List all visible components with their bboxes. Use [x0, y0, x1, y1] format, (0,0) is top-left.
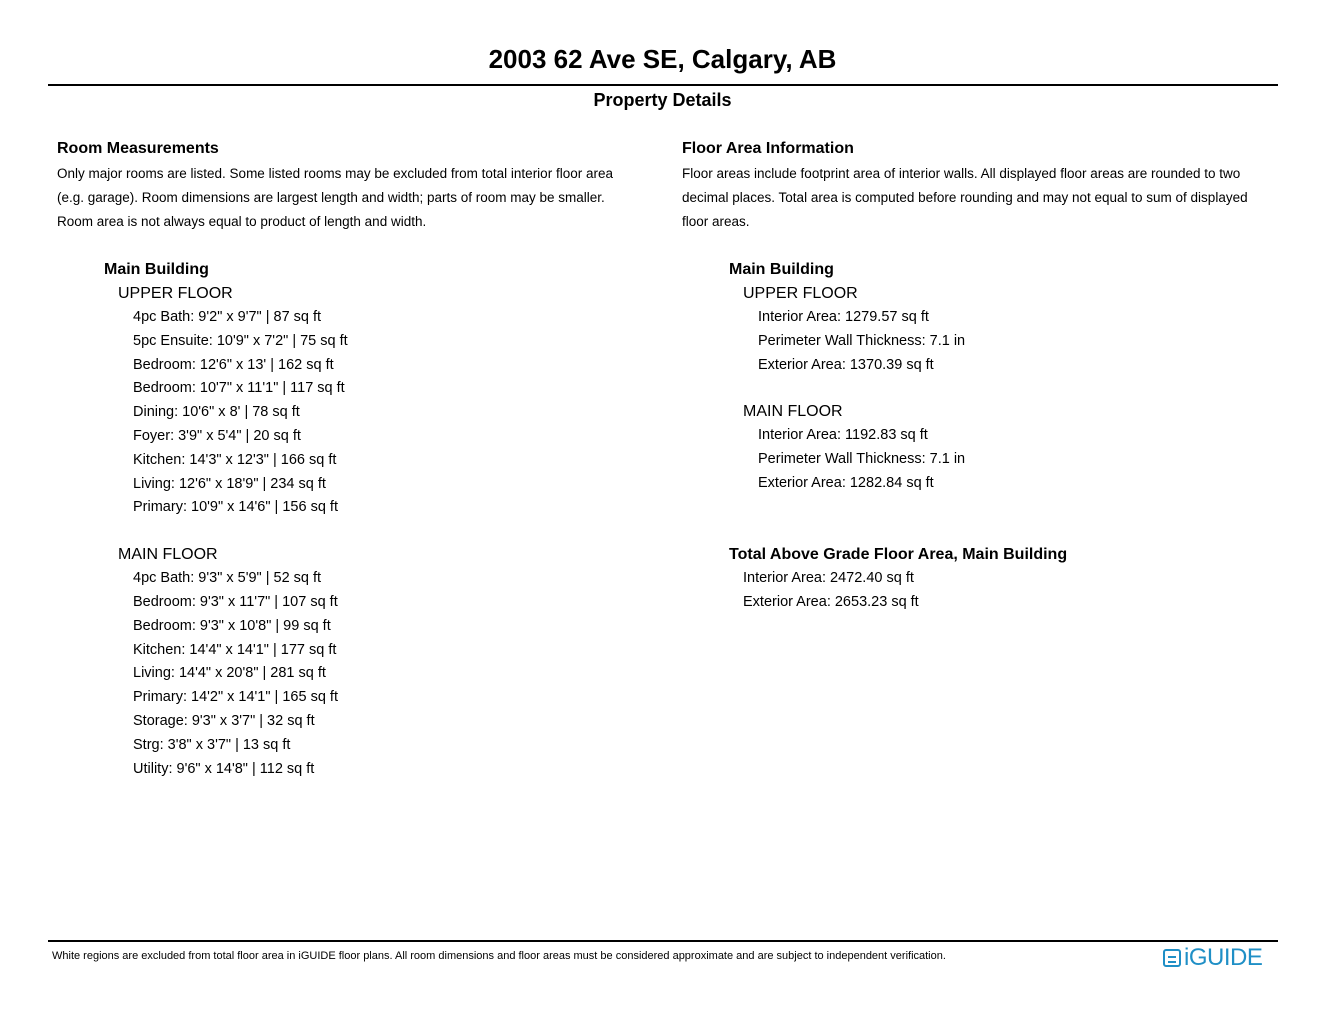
- room-item: Foyer: 3'9" x 5'4" | 20 sq ft: [133, 427, 301, 444]
- area-item: Exterior Area: 1282.84 sq ft: [758, 474, 934, 491]
- room-measurements-section: [57, 138, 657, 781]
- floor-heading-main: MAIN FLOOR: [118, 546, 218, 564]
- description-line: (e.g. garage). Room dimensions are largest length and width; parts of room may be smaller.: [57, 190, 605, 205]
- room-item: Storage: 9'3" x 3'7" | 32 sq ft: [133, 712, 315, 729]
- floor-heading-main: MAIN FLOOR: [743, 403, 843, 421]
- room-item: Bedroom: 9'3" x 10'8" | 99 sq ft: [133, 617, 331, 634]
- iguide-logo: [1163, 944, 1262, 972]
- header-divider: [48, 84, 1278, 86]
- room-item: Dining: 10'6" x 8' | 78 sq ft: [133, 404, 300, 421]
- iguide-logo-text: iGUIDE: [1184, 944, 1263, 971]
- area-item: Perimeter Wall Thickness: 7.1 in: [758, 332, 966, 349]
- floor-area-section: [682, 138, 1292, 614]
- building-heading: Main Building: [729, 261, 834, 278]
- description-line: Floor areas include footprint area of interior walls. All displayed floor areas are rounded to two: [682, 166, 1241, 181]
- area-item: Interior Area: 1192.83 sq ft: [758, 427, 928, 444]
- room-item: Strg: 3'8" x 3'7" | 13 sq ft: [133, 736, 291, 753]
- room-item: Utility: 9'6" x 14'8" | 112 sq ft: [133, 760, 315, 777]
- description-line: decimal places. Total area is computed before rounding and may not equal to sum of displayed: [682, 190, 1248, 205]
- room-item: Kitchen: 14'4" x 14'1" | 177 sq ft: [133, 641, 337, 658]
- total-area-item: Interior Area: 2472.40 sq ft: [743, 569, 914, 586]
- footer-disclaimer: White regions are excluded from total floor area in iGUIDE floor plans. All room dimensions and floor areas must be considered approximate and are subject to independent verification.: [52, 950, 946, 962]
- floor-heading-upper: UPPER FLOOR: [118, 285, 233, 302]
- floor-heading-upper: UPPER FLOOR: [743, 285, 858, 302]
- room-item: Kitchen: 14'3" x 12'3" | 166 sq ft: [133, 451, 337, 468]
- description-line: Only major rooms are listed. Some listed rooms may be excluded from total interior floor area: [57, 166, 613, 181]
- floor-area-heading: Floor Area Information: [682, 140, 854, 157]
- room-item: 4pc Bath: 9'3" x 5'9" | 52 sq ft: [133, 570, 322, 587]
- page-title: 2003 62 Ave SE, Calgary, AB: [488, 44, 837, 74]
- room-item: 4pc Bath: 9'2" x 9'7" | 87 sq ft: [133, 309, 322, 325]
- room-item: 5pc Ensuite: 10'9" x 7'2" | 75 sq ft: [133, 332, 348, 349]
- total-area-item: Exterior Area: 2653.23 sq ft: [743, 593, 919, 610]
- area-item: Perimeter Wall Thickness: 7.1 in: [758, 451, 966, 468]
- floor-area-description: [682, 162, 1292, 234]
- room-measurements-description: [57, 162, 657, 234]
- room-item: Primary: 14'2" x 14'1" | 165 sq ft: [133, 689, 338, 706]
- room-item: Bedroom: 12'6" x 13' | 162 sq ft: [133, 356, 334, 373]
- iguide-logo-icon: [1163, 949, 1181, 967]
- description-line: floor areas.: [682, 214, 750, 229]
- room-item: Living: 14'4" x 20'8" | 281 sq ft: [133, 665, 326, 682]
- description-line: Room area is not always equal to product of length and width.: [57, 214, 427, 229]
- room-item: Bedroom: 10'7" x 11'1" | 117 sq ft: [133, 380, 345, 397]
- total-area-heading: Total Above Grade Floor Area, Main Building: [729, 545, 1068, 563]
- area-item: Interior Area: 1279.57 sq ft: [758, 309, 929, 325]
- room-item: Living: 12'6" x 18'9" | 234 sq ft: [133, 475, 326, 492]
- room-item: Bedroom: 9'3" x 11'7" | 107 sq ft: [133, 593, 338, 610]
- footer-divider: [48, 940, 1278, 942]
- area-item: Exterior Area: 1370.39 sq ft: [758, 356, 934, 373]
- room-item: Primary: 10'9" x 14'6" | 156 sq ft: [133, 499, 338, 516]
- building-heading: Main Building: [104, 261, 209, 278]
- page-subtitle: Property Details: [593, 90, 732, 110]
- room-measurements-heading: Room Measurements: [57, 140, 219, 157]
